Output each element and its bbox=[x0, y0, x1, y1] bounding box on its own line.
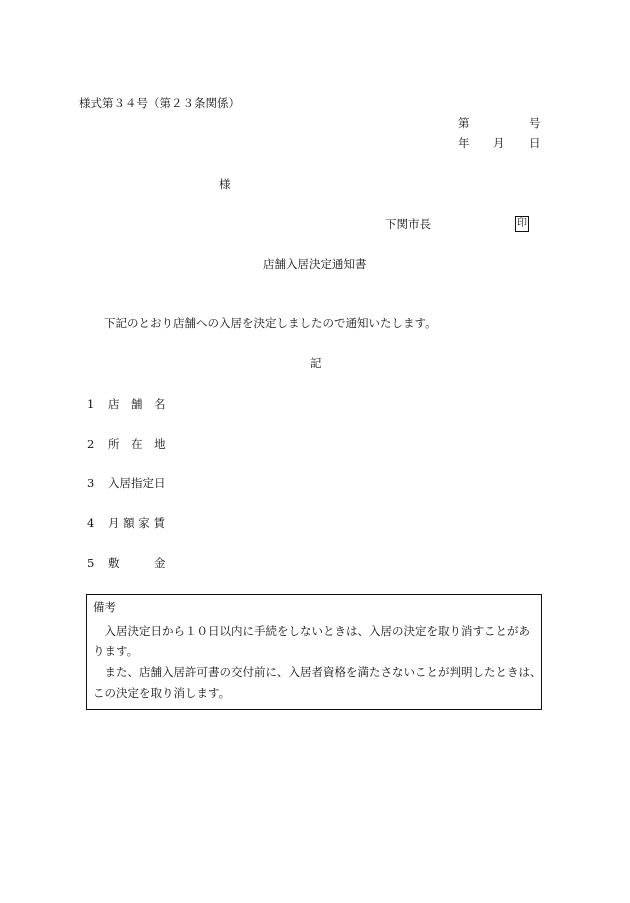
item-number: 4 bbox=[87, 516, 95, 530]
recipient-honorific: 様 bbox=[219, 177, 231, 191]
date-day-label: 日 bbox=[529, 136, 541, 150]
doc-number-suffix: 号 bbox=[529, 116, 541, 130]
item-number: 1 bbox=[87, 397, 95, 411]
issuer-name: 下関市長 bbox=[385, 217, 431, 231]
seal-mark: 印 bbox=[515, 216, 529, 232]
notes-heading: 備考 bbox=[93, 600, 116, 614]
item-label: 入居指定日 bbox=[108, 476, 166, 490]
form-number: 様式第３４号（第２３条関係） bbox=[79, 96, 240, 110]
ki-heading: 記 bbox=[310, 356, 322, 370]
item-number: 5 bbox=[87, 556, 95, 570]
item-label: 所 在 地 bbox=[108, 437, 166, 451]
item-label: 敷 金 bbox=[108, 556, 166, 570]
item-number: 3 bbox=[87, 476, 95, 490]
notes-line: この決定を取り消します。 bbox=[93, 686, 231, 700]
item-label: 月 額 家 賃 bbox=[108, 516, 165, 530]
doc-number-prefix: 第 bbox=[458, 116, 470, 130]
notes-line: また、店舗入居許可書の交付前に、入居者資格を満たさないことが判明したときは、 bbox=[93, 665, 542, 679]
notes-line: ります。 bbox=[93, 644, 139, 658]
date-month-label: 月 bbox=[493, 136, 505, 150]
date-year-label: 年 bbox=[458, 136, 470, 150]
item-number: 2 bbox=[87, 437, 95, 451]
item-label: 店 舗 名 bbox=[108, 397, 166, 411]
notes-line: 入居決定日から１０日以内に手続をしないときは、入居の決定を取り消すことがあ bbox=[93, 624, 530, 638]
intro-text: 下記のとおり店舗への入居を決定しましたので通知いたします。 bbox=[104, 316, 437, 330]
document-title: 店舗入居決定通知書 bbox=[263, 257, 367, 271]
